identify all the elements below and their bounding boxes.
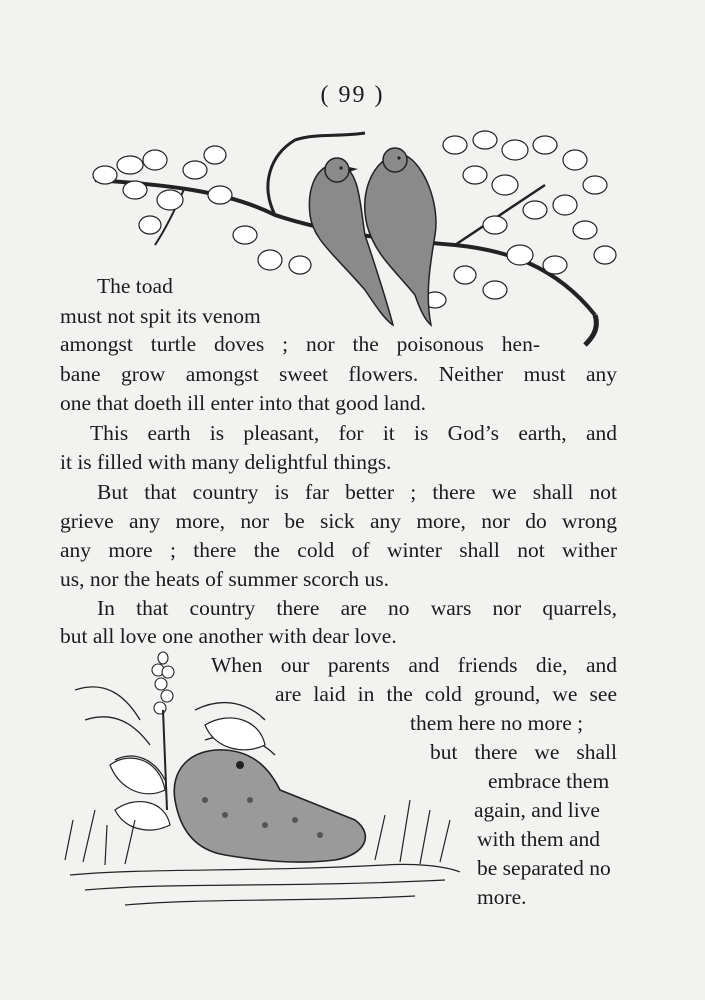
text-line: any more ; there the cold of winter shall not wither <box>60 538 617 562</box>
text-line: but all love one another with dear love. <box>60 624 397 648</box>
page-number: ( 99 ) <box>320 82 385 108</box>
text-line: again, and live <box>474 798 600 822</box>
text-line: grieve any more, nor be sick any more, nor do wrong <box>60 509 617 533</box>
text-line: bane grow amongst sweet flowers. Neither must any <box>60 362 617 386</box>
text-line: but there we shall <box>430 740 617 764</box>
text-line: embrace them <box>488 769 610 793</box>
text-line: one that doeth ill enter into that good land. <box>60 391 427 415</box>
text-line: are laid in the cold ground, we see <box>275 682 617 706</box>
text-line: them here no more ; <box>410 711 584 735</box>
text-line: us, nor the heats of summer scorch us. <box>60 567 389 591</box>
text-line: In that country there are no wars nor quarrels, <box>97 596 617 620</box>
text-line: more. <box>477 885 527 909</box>
text-line: When our parents and friends die, and <box>211 653 617 677</box>
text-line: it is filled with many delightful things. <box>60 450 392 474</box>
text-line: The toad <box>97 274 173 298</box>
text-line: amongst turtle doves ; nor the poisonous hen- <box>60 332 540 356</box>
text-line: with them and <box>477 827 601 851</box>
text-line: But that country is far better ; there we shall not <box>97 480 617 504</box>
text-line: This earth is pleasant, for it is God’s earth, and <box>90 421 617 445</box>
text-line: must not spit its venom <box>60 304 261 328</box>
text-line: be separated no <box>477 856 611 880</box>
